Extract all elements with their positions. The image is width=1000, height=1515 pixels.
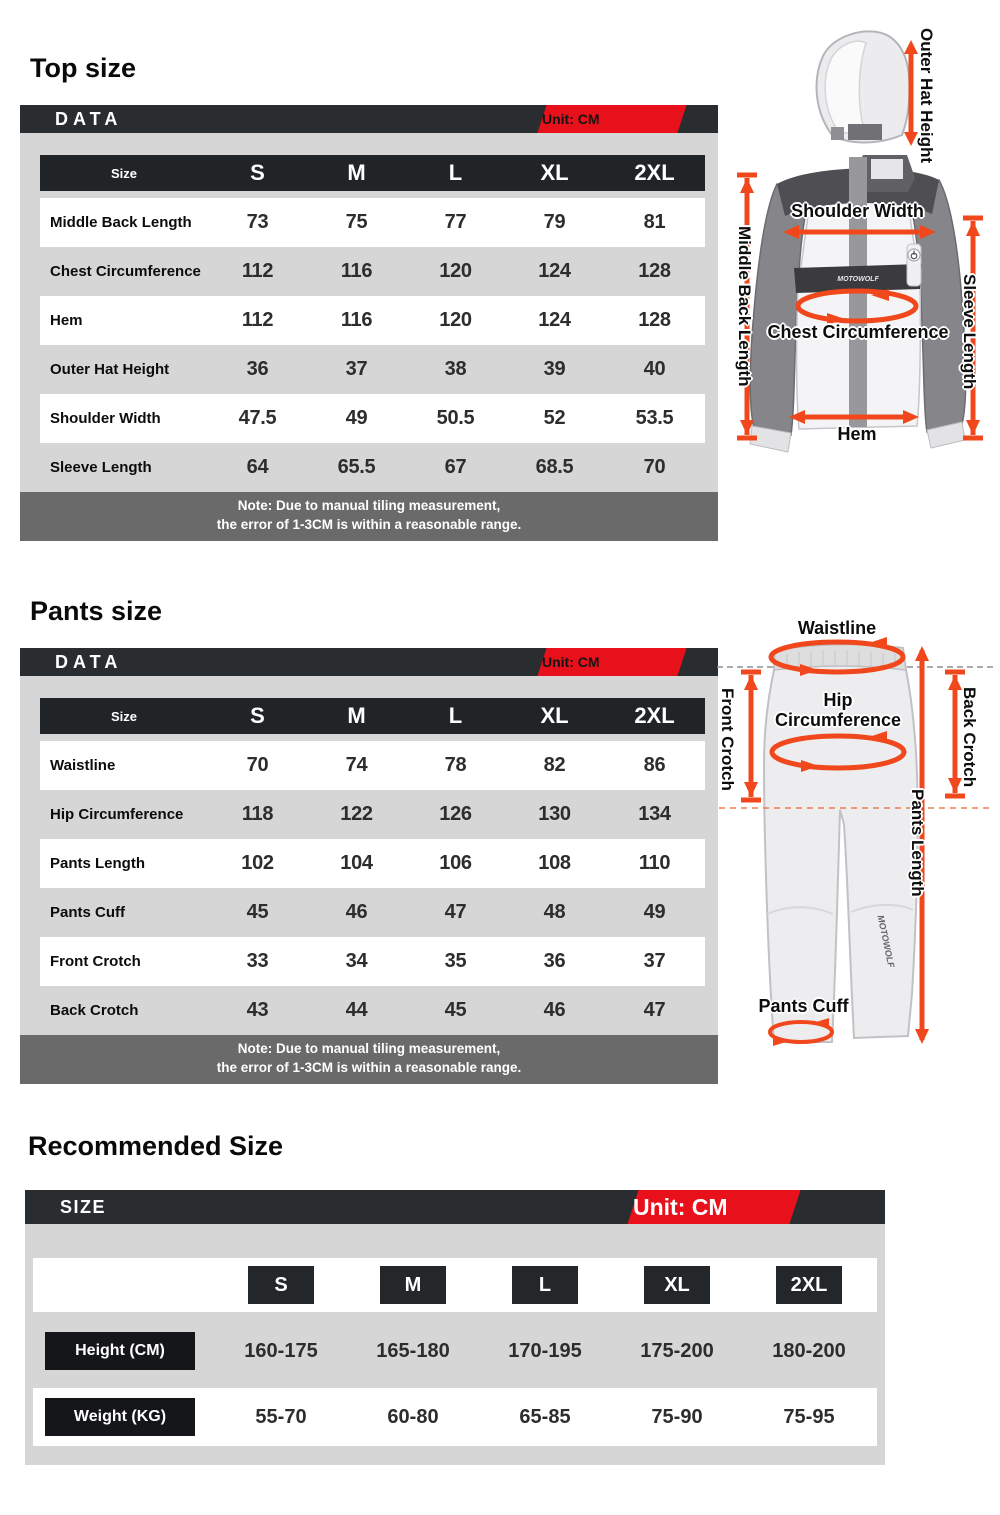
rec-unit-label: Unit: CM xyxy=(633,1194,728,1220)
hem-label: Hem xyxy=(837,424,877,444)
hood-strap xyxy=(848,124,882,140)
table-row: Hip Circumference 118 122 126 130 134 xyxy=(40,790,705,839)
row-label: Pants Length xyxy=(50,855,146,872)
table-row: Middle Back Length 73 75 77 79 81 xyxy=(40,198,705,247)
table-row: Pants Length 102 104 106 108 110 xyxy=(40,839,705,888)
table-row: Chest Circumference 112 116 120 124 128 xyxy=(40,247,705,296)
size-badge-m: M xyxy=(380,1266,446,1304)
row-label: Pants Cuff xyxy=(50,904,125,921)
pants-unit-tag xyxy=(542,648,682,676)
sleeve-length-label: Sleeve Length xyxy=(960,273,980,390)
table-row: Hem 112 116 120 124 128 xyxy=(40,296,705,345)
jacket-measurement-diagram xyxy=(715,8,1000,463)
pants-cuff-label: Pants Cuff xyxy=(758,996,849,1016)
pants-length-label: Pants Length xyxy=(908,789,928,897)
back-crotch-label: Back Crotch xyxy=(960,686,980,788)
jacket-illustration xyxy=(715,8,1000,463)
pants-data-label: DATA xyxy=(55,652,123,672)
row-label: Outer Hat Height xyxy=(50,361,170,378)
pants-size-table xyxy=(20,648,718,1084)
rec-table-header-bar xyxy=(25,1190,885,1224)
size-s: S xyxy=(250,703,265,728)
size-badge-xl: XL xyxy=(644,1266,710,1304)
measurement-note: Note: Due to manual tiling measurement, the error of 1-3CM is within a reasonable range. xyxy=(20,492,718,541)
size-m: M xyxy=(347,703,366,728)
top-unit-tag xyxy=(542,105,682,133)
hip-circumference-label: Hip Circumference xyxy=(774,690,902,730)
front-crotch-label: Front Crotch xyxy=(718,687,738,791)
table-row: Shoulder Width 47.5 49 50.5 52 53.5 xyxy=(40,394,705,443)
top-unit-label: Unit: CM xyxy=(542,111,600,127)
pants-unit-label: Unit: CM xyxy=(542,654,600,670)
table-row: Pants Cuff 45 46 47 48 49 xyxy=(40,888,705,937)
recommended-size-title: Recommended Size xyxy=(28,1131,284,1161)
size-column-header: Size xyxy=(110,708,137,724)
shoulder-width-label: Shoulder Width xyxy=(791,201,924,221)
rec-unit-tag xyxy=(633,1190,795,1224)
table-row: Back Crotch 43 44 45 46 47 xyxy=(40,986,705,1035)
row-label: Sleeve Length xyxy=(50,459,152,476)
top-table-body xyxy=(20,133,718,541)
pants-size-header-row xyxy=(40,698,705,734)
table-row: Outer Hat Height 36 37 38 39 40 xyxy=(40,345,705,394)
size-2xl: 2XL xyxy=(634,703,675,728)
size-l: L xyxy=(448,160,463,185)
size-l: L xyxy=(448,703,463,728)
row-label: Shoulder Width xyxy=(50,410,161,427)
size-badge-2xl: 2XL xyxy=(776,1266,842,1304)
size-badge-l: L xyxy=(512,1266,578,1304)
size-xl: XL xyxy=(540,703,569,728)
brand-text: MOTOWOLF xyxy=(875,914,897,969)
pants-table-header-bar xyxy=(20,648,718,676)
top-table-header-bar xyxy=(20,105,718,133)
table-row: Height (CM) 160-175 165-180 170-195 175-200 180-200 xyxy=(33,1320,877,1382)
row-label: Chest Circumference xyxy=(50,263,201,280)
chest-circumference-label: Chest Circumference xyxy=(767,322,949,342)
row-label: Hip Circumference xyxy=(50,806,184,823)
pants-measurement-diagram xyxy=(705,612,1000,1062)
measurement-note: Note: Due to manual tiling measurement, the error of 1-3CM is within a reasonable range. xyxy=(20,1035,718,1084)
rec-size-header-row xyxy=(33,1258,877,1312)
table-row: Sleeve Length 64 65.5 67 68.5 70 xyxy=(40,443,705,492)
rec-size-label: SIZE xyxy=(60,1197,107,1217)
size-m: M xyxy=(347,160,366,185)
row-label: Waistline xyxy=(50,757,116,774)
top-size-table xyxy=(20,105,718,541)
table-row: Waistline 70 74 78 82 86 xyxy=(40,741,705,790)
top-size-title: Top size xyxy=(30,53,137,83)
weight-row-label: Weight (KG) xyxy=(45,1398,195,1436)
pants-illustration xyxy=(705,612,1000,1062)
size-column-header: Size xyxy=(110,165,137,181)
waistline-label: Waistline xyxy=(797,618,877,638)
top-size-header-row xyxy=(40,155,705,191)
top-data-label: DATA xyxy=(55,109,123,129)
outer-hat-height-label: Outer Hat Height xyxy=(917,28,937,164)
table-row: Weight (KG) 55-70 60-80 65-85 75-90 75-95 xyxy=(33,1388,877,1446)
rec-table-body xyxy=(25,1224,885,1465)
row-label: Hem xyxy=(50,312,83,329)
row-label: Middle Back Length xyxy=(50,214,192,231)
middle-back-length-label: Middle Back Length xyxy=(735,225,755,387)
brand-text: MOTOWOLF xyxy=(837,276,879,283)
size-badge-s: S xyxy=(248,1266,314,1304)
size-2xl: 2XL xyxy=(634,160,675,185)
recommended-size-table xyxy=(25,1190,885,1465)
row-label: Back Crotch xyxy=(50,1002,139,1019)
table-row: Front Crotch 33 34 35 36 37 xyxy=(40,937,705,986)
pants-table-body xyxy=(20,676,718,1084)
row-label: Front Crotch xyxy=(50,953,141,970)
size-xl: XL xyxy=(540,160,569,185)
pants-size-title: Pants size xyxy=(30,596,163,626)
size-s: S xyxy=(250,160,265,185)
height-row-label: Height (CM) xyxy=(45,1332,195,1370)
